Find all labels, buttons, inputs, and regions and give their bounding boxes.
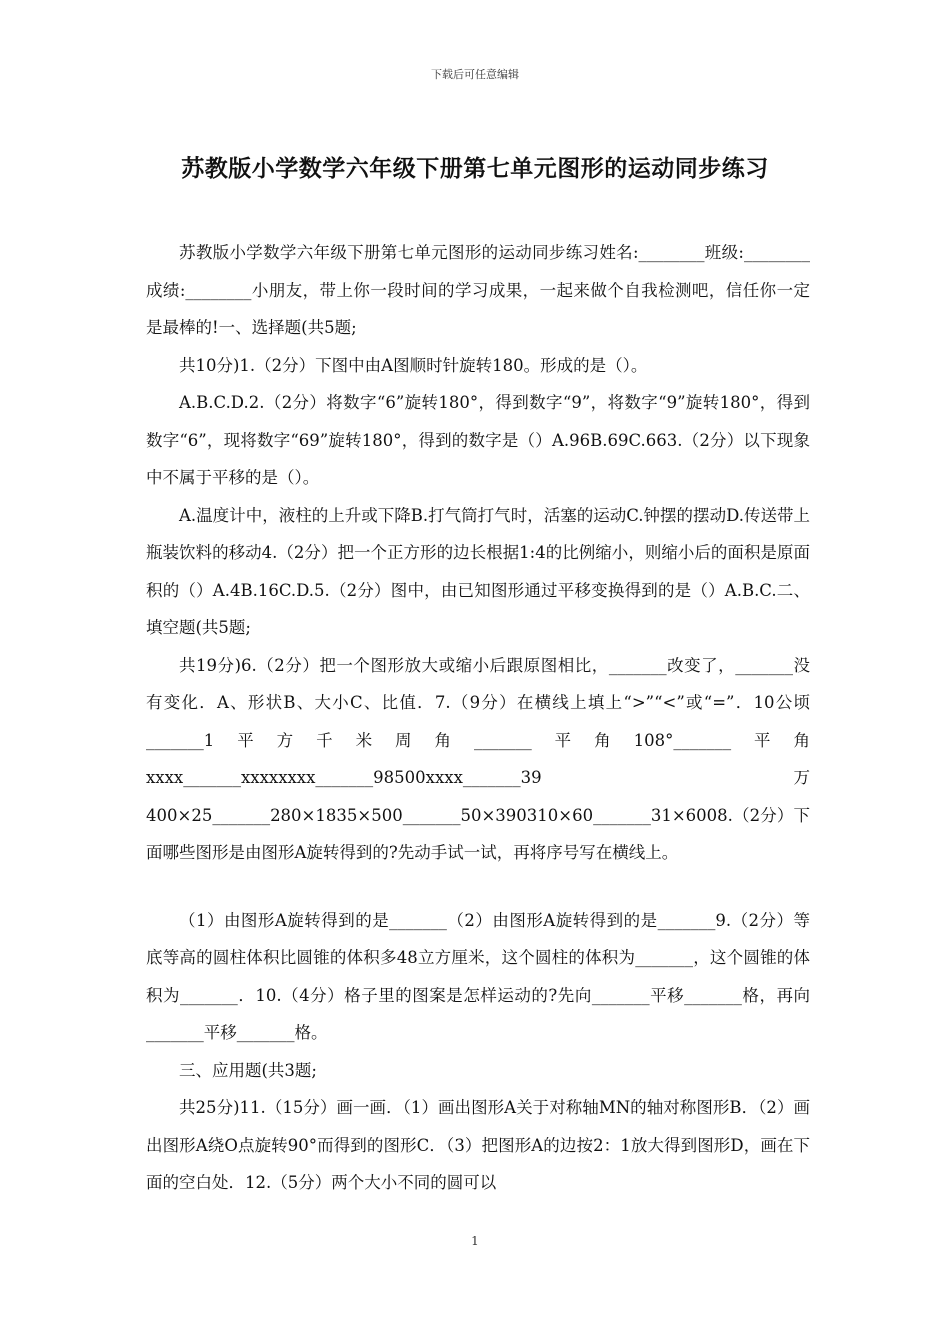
paragraph: A.B.C.D.2.（2分）将数字“6”旋转180°，得到数字“9”，将数字“9”旋转180°，得到数字“6”，现将数字“69”旋转180°，得到的数字是（）A.96B.69C.663.（2分）以下现象中不属于平移的是（）。 (146, 393, 810, 487)
page-header: 下载后可任意编辑 (431, 68, 519, 81)
paragraph: A.温度计中，液柱的上升或下降B.打气筒打气时，活塞的运动C.钟摆的摆动D.传送带上瓶装饮料的移动4.（2分）把一个正方形的边长根据1:4的比例缩小，则缩小后的面积是原面积的（）A.4B.16C.D.5.（2分）图中，由已知图形通过平移变换得到的是（）A.B.C.二、填空题(共5题; (146, 505, 810, 637)
paragraph: （1）由图形A旋转得到的是_______（2）由图形A旋转得到的是_______9.（2分）等底等高的圆柱体积比圆锥的体积多48立方厘米，这个圆柱的体积为_______，这个圆锥的体积为_______．10.（4分）格子里的图案是怎样运动的?先向_______平移_______格，再向_______平移_______格。 (146, 910, 810, 1042)
paragraph: 三、应用题(共3题; (179, 1060, 317, 1080)
document-body (146, 234, 810, 1202)
paragraph: 共10分)1.（2分）下图中由A图顺时针旋转180。形成的是（）。 (179, 355, 648, 375)
paragraph: 共19分)6.（2分）把一个图形放大或缩小后跟原图相比，_______改变了，_______没有变化．A、形状B、大小C、比值．7.（9分）在横线上填上“>”“<”或“=”．10公顷_______1平方千米周角_______平角108°_______平角xxxx_______xxxxxxxx_______98500xxxx_______39万400×25_______280×1835×500_______50×390310×60_______31×6008.（2分）下面哪些图形是由图形A旋转得到的?先动手试一试，再将序号写在横线上。 (146, 655, 810, 862)
paragraph: 共25分)11.（15分）画一画．（1）画出图形A关于对称轴MN的轴对称图形B．（2）画出图形A绕O点旋转90°而得到的图形C．（3）把图形A的边按2：1放大得到图形D，画在下面的空白处．12.（5分）两个大小不同的圆可以 (146, 1098, 810, 1192)
document-title: 苏教版小学数学六年级下册第七单元图形的运动同步练习 (181, 155, 769, 182)
paragraph: 苏教版小学数学六年级下册第七单元图形的运动同步练习姓名:________班级:________成绩:________小朋友，带上你一段时间的学习成果，一起来做个自我检测吧，信任你一定是最棒的!一、选择题(共5题; (146, 243, 810, 337)
page-number: 1 (471, 1234, 479, 1248)
